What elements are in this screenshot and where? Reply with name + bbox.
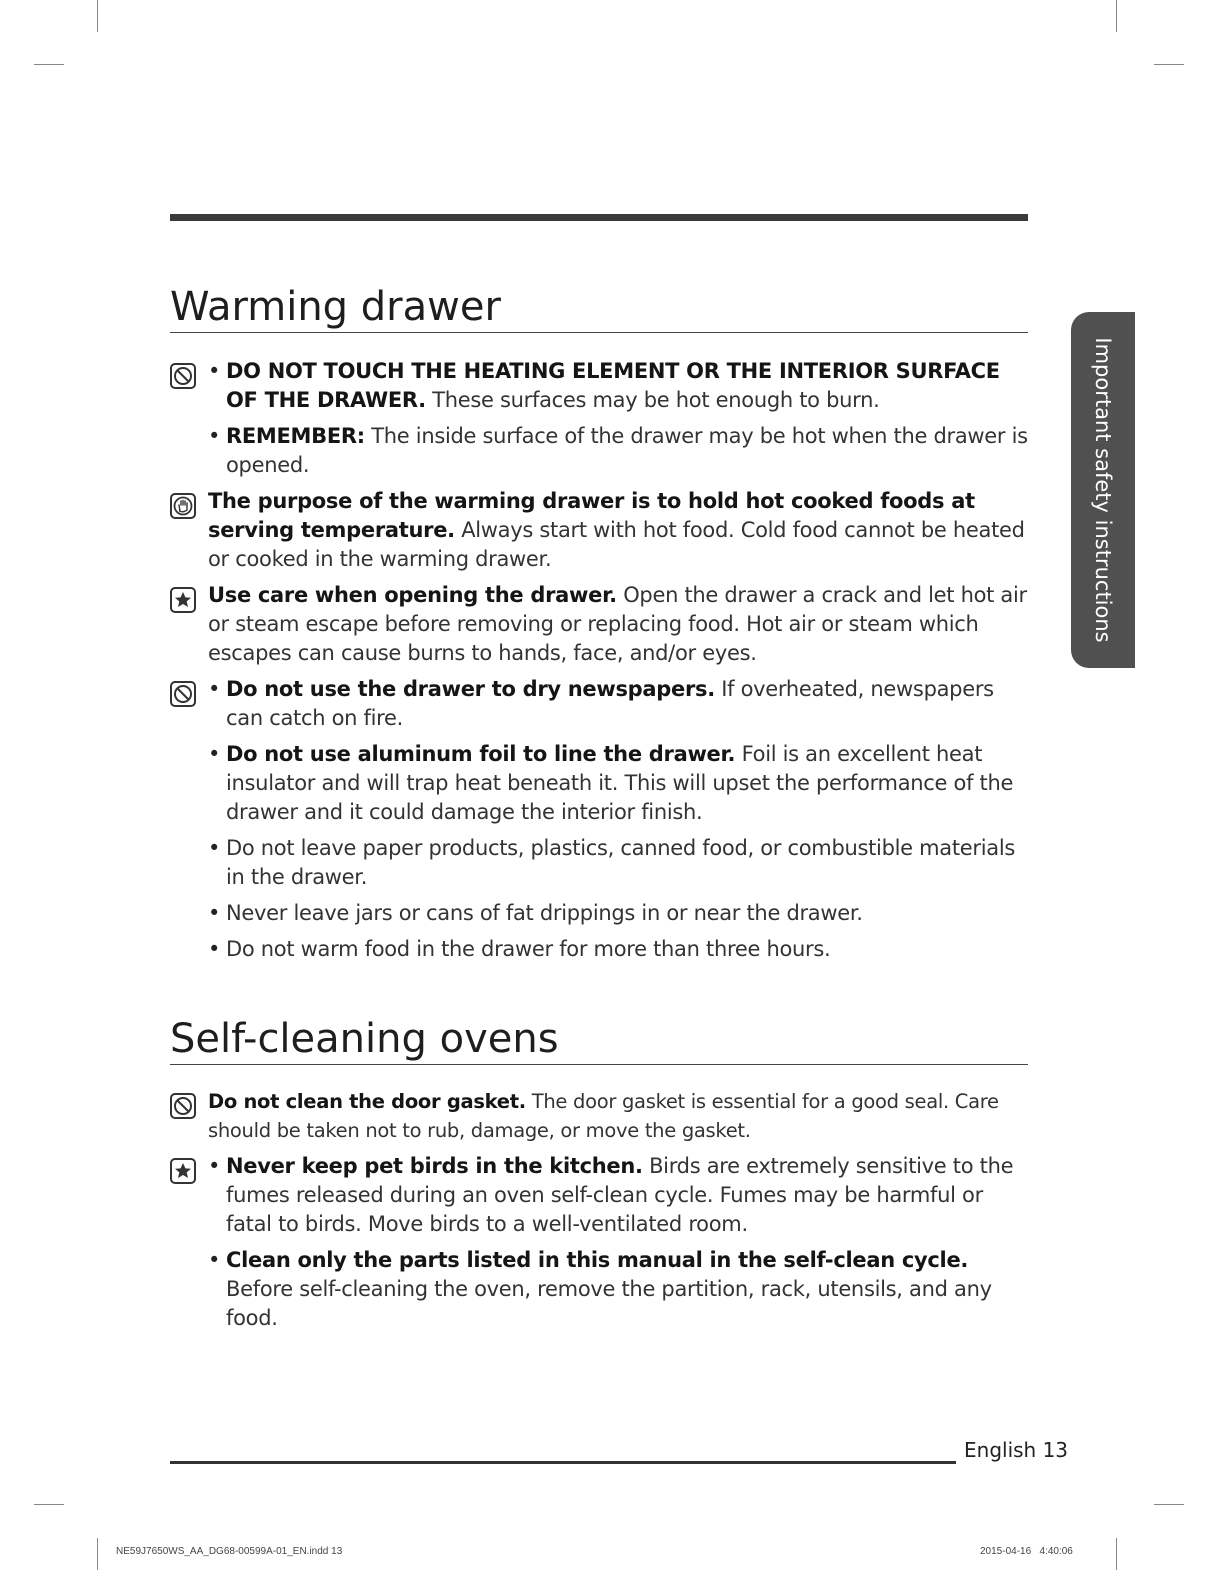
bullet-item: [208, 899, 1030, 928]
emphasis-text: Use care when opening the drawer.: [208, 583, 617, 607]
crop-mark: [97, 1538, 98, 1570]
section-title-warming-drawer: Warming drawer: [170, 284, 1028, 333]
crop-mark: [1116, 0, 1117, 32]
notice-block: [170, 1152, 1030, 1333]
star-icon: [170, 587, 196, 613]
crop-mark: [1116, 1538, 1117, 1570]
body-text: Do not warm food in the drawer for more than three hours.: [226, 937, 831, 961]
body-text: The inside surface of the drawer may be hot when the drawer is opened.: [226, 424, 1028, 477]
print-timestamp: 2015-04-16 4:40:06: [980, 1546, 1073, 1557]
crop-mark: [97, 0, 98, 32]
body-text: Always start with hot food. Cold food cannot be heated or cooked in the warming drawer.: [208, 518, 1025, 571]
bullet-item: [208, 935, 1030, 964]
bullet-item: [208, 740, 1030, 827]
print-file-info: NE59J7650WS_AA_DG68-00599A-01_EN.indd 13: [116, 1546, 343, 1557]
body-text: Before self-cleaning the oven, remove the partition, rack, utensils, and any food.: [226, 1277, 992, 1330]
notice-block: [170, 357, 1030, 480]
body-text: Do not leave paper products, plastics, canned food, or combustible materials in the drawer.: [226, 836, 1016, 889]
crop-mark: [1154, 64, 1184, 65]
bullet-item: [208, 1246, 1030, 1333]
body-text: Foil is an excellent heat insulator and will trap heat beneath it. This will upset the performance of the drawer and it could damage the interior finish.: [226, 742, 1014, 824]
footer-rule: [170, 1461, 956, 1464]
crop-mark: [34, 1504, 64, 1505]
emphasis-text: Never keep pet birds in the kitchen.: [226, 1154, 643, 1178]
body-text: Birds are extremely sensitive to the fumes released during an oven self-clean cycle. Fumes may be harmful or fatal to birds. Move birds to a well-ventilated room.: [226, 1154, 1014, 1236]
notice-paragraph: [208, 487, 1030, 574]
emphasis-text: DO NOT TOUCH THE HEATING ELEMENT OR THE INTERIOR SURFACE OF THE DRAWER.: [226, 359, 1000, 412]
prohibited-icon: [170, 681, 196, 707]
bullet-item: [208, 357, 1030, 415]
notice-block: [170, 675, 1030, 964]
body-text: Never leave jars or cans of fat drippings in or near the drawer.: [226, 901, 863, 925]
emphasis-text: REMEMBER:: [226, 424, 365, 448]
notice-block: [170, 487, 1030, 574]
notice-paragraph: [208, 1087, 1030, 1145]
emphasis-text: Do not clean the door gasket.: [208, 1090, 526, 1113]
emphasis-text: Do not use the drawer to dry newspapers.: [226, 677, 715, 701]
warming-drawer-content: [170, 357, 1030, 971]
prohibited-icon: [170, 1093, 196, 1119]
body-text: The door gasket is essential for a good seal. Care should be taken not to rub, damage, or move the gasket.: [208, 1090, 999, 1142]
crop-mark: [1154, 1504, 1184, 1505]
emphasis-text: Clean only the parts listed in this manual in the self-clean cycle.: [226, 1248, 969, 1272]
notice-block: [170, 1087, 1030, 1145]
body-text: Open the drawer a crack and let hot air or steam escape before removing or replacing food. Hot air or steam which escapes can cause burns to hands, face, and/or eyes.: [208, 583, 1027, 665]
prohibited-icon: [170, 363, 196, 389]
body-text: If overheated, newspapers can catch on fire.: [226, 677, 994, 730]
crop-mark: [34, 64, 64, 65]
bullet-item: [208, 1152, 1030, 1239]
body-text: These surfaces may be hot enough to burn.: [425, 388, 880, 412]
emphasis-text: The purpose of the warming drawer is to hold hot cooked foods at serving temperature.: [208, 489, 975, 542]
side-section-tab: [1071, 312, 1135, 668]
emphasis-text: Do not use aluminum foil to line the drawer.: [226, 742, 736, 766]
section-title-self-cleaning: Self-cleaning ovens: [170, 1016, 1028, 1065]
bullet-item: [208, 422, 1030, 480]
star-icon: [170, 1158, 196, 1184]
notice-block: [170, 581, 1030, 668]
hand-stop-icon: [170, 493, 196, 519]
side-tab-label: Important safety instructions: [1091, 337, 1115, 643]
bullet-item: [208, 834, 1030, 892]
header-rule: [170, 214, 1028, 221]
bullet-item: [208, 675, 1030, 733]
self-cleaning-content: [170, 1087, 1030, 1340]
notice-paragraph: [208, 581, 1030, 668]
page-number: English 13: [964, 1438, 1069, 1462]
